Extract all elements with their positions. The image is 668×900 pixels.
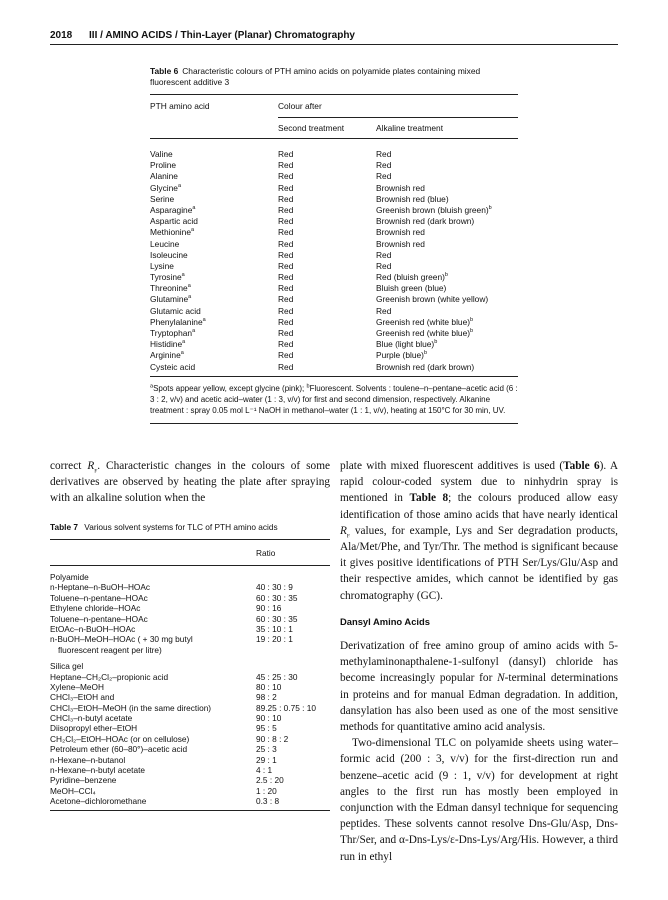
table-6-end-rule xyxy=(150,423,518,424)
table-6-col-amino-acid: PTH amino acid xyxy=(150,101,210,111)
table-row: CHCl₃–n-butyl acetate 90 : 10 xyxy=(50,713,282,724)
table-row: CHCl₃–EtOH–MeOH (in the same direction) 89.25 : 0.75 : 10 xyxy=(50,702,316,713)
paragraph-2d-tlc: Two-dimensional TLC on polyamide sheets using water–formic acid (200 : 3, v/v) for the first-direction run and benzene–acetic acid (9 : 1, v/v) for development at right angles to the first run has mostly been employed in conjunction with the Edman dansyl technique for sequencing peptides. These solvents cannot resolve Dns-Glu/Asp, Dns-Thr/Ser, and α-Dns-Lys/ε-Dns-Lys/Arg/His. However, a third run in ethyl xyxy=(340,737,618,863)
table-row: Acetone–dichloromethane 0.3 : 8 xyxy=(50,796,280,807)
table-row: Isoleucine Red Red xyxy=(150,249,392,260)
table-row: Glycine$^a$ Red Brownish red xyxy=(150,182,425,193)
table-7-bottom-rule xyxy=(50,810,330,811)
table-row: Tyrosine$^a$ Red Red (bluish green)$^b$ xyxy=(150,272,448,283)
table-row: Glutamic acid Red Red xyxy=(150,305,392,316)
left-column-text: correct $R_F$. Characteristic changes in the colours of some derivatives are observed by heating the plate after spraying with an alkaline solution when the xyxy=(50,460,330,504)
running-title: III / AMINO ACIDS / Thin-Layer (Planar) Chromatography xyxy=(89,30,355,41)
table-row: n-Hexane–n-butyl acetate 4 : 1 xyxy=(50,765,273,776)
table-6-header-row xyxy=(150,95,518,117)
table-row: Valine Red Red xyxy=(150,149,392,159)
table-row: Threonine$^a$ Red Bluish green (blue) xyxy=(150,283,447,294)
table-row: Xylene–MeOH 80 : 10 xyxy=(50,681,282,692)
table-row: Pyridine–benzene 2.5 : 20 xyxy=(50,775,284,786)
table-7 xyxy=(50,522,330,811)
table-row: n-Heptane–n-BuOH–HOAc 40 : 30 : 9 xyxy=(50,582,293,593)
table-row: Aspartic acid Red Brownish red (dark brown) xyxy=(150,216,475,227)
table-6-body xyxy=(150,139,518,376)
table-row: Glutamine$^a$ Red Greenish brown (white yellow) xyxy=(150,294,489,305)
table-6-col-colour-after: Colour after xyxy=(278,101,322,111)
table-7-col-ratio: Ratio xyxy=(256,547,276,558)
running-header xyxy=(50,30,618,41)
table-row: CHCl₃–EtOH and 98 : 2 xyxy=(50,692,277,703)
table-row: n-Hexane–n-butanol 29 : 1 xyxy=(50,754,277,765)
table-row: Lysine Red Red xyxy=(150,260,392,271)
table-row: Arginine$^a$ Red Purple (blue)$^b$ xyxy=(150,350,428,361)
table-7-header-row xyxy=(50,540,330,565)
table-7-group-title: Silica gel xyxy=(50,661,84,672)
table-6-col-second: Second treatment xyxy=(278,123,345,133)
table-7-label: Table 7 xyxy=(50,522,78,532)
table-6-caption xyxy=(150,66,518,88)
table-7-caption: Table 7 Various solvent systems for TLC of PTH amino acids xyxy=(50,522,278,532)
table-row: Toluene–n-pentane–HOAc 60 : 30 : 35 xyxy=(50,613,298,624)
table-row: Diisopropyl ether–EtOH 95 : 5 xyxy=(50,723,277,734)
table-row: Histidine$^a$ Red Blue (light blue)$^b$ xyxy=(150,339,438,350)
table-row: EtOAc–n-BuOH–HOAc 35 : 10 : 1 xyxy=(50,623,293,634)
table-row: Cysteic acid Red Brownish red (dark brown) xyxy=(150,361,475,372)
paragraph-tables: plate with mixed fluorescent additives is used (Table 6). A rapid colour-coded system due to ninhydrin spray is mentioned in Table 8; the colours produced allow easy identification of those amino acids that have nearly identical $R_F$ values, for example, Lys and Ser degradation products, Ala/Met/Phe, and Tyr/Thr. The method is significant because it gives positive identifications of PTH Ser/Lys/Glu/Asp and their respective amides, which cannot be identified by gas chromatography (GC). xyxy=(340,460,618,602)
table-6-label: Table 6 xyxy=(150,66,179,76)
table-row: Tryptophan$^a$ Red Greenish red (white blue)$^b$ xyxy=(150,328,474,338)
table-row: Serine Red Brownish red (blue) xyxy=(150,193,449,204)
page-number: 2018 xyxy=(50,30,73,41)
table-row: Phenylalanine$^a$ Red Greenish red (white blue)$^b$ xyxy=(150,316,474,327)
paragraph-dansyl: Derivatization of free amino group of amino acids with 5-methylaminonapthalene-1-sulfonyl (dansyl) chloride has become increasingly popular for N-terminal determinations in proteins and for manual Edman degradation. In addition, dansylation has also been used as one of the most sensitive methods for quantitative amino acid analysis. xyxy=(340,640,618,734)
table-row: Ethylene chloride–HOAc 90 : 16 xyxy=(50,603,282,614)
table-6 xyxy=(150,66,518,424)
section-heading: Dansyl Amino Acids xyxy=(340,615,430,627)
table-row: Methionine$^a$ Red Brownish red xyxy=(150,227,425,238)
header-rule xyxy=(50,44,618,45)
table-row: Asparagine$^a$ Red Greenish brown (bluish green)$^b$ xyxy=(150,204,492,215)
table-row: Petroleum ether (60–80°)–acetic acid 25 : 3 xyxy=(50,744,277,755)
table-row: CH₂Cl₂–EtOH–HOAc (or on cellulose) 90 : 8 : 2 xyxy=(50,733,289,744)
table-row: Toluene–n-pentane–HOAc 60 : 30 : 35 xyxy=(50,592,298,603)
table-7-body xyxy=(50,566,330,810)
table-6-footnote: $^a$Spots appear yellow, except glycine (pink); $^b$Fluorescent. Solvents : toulene–n–pentane–acetic acid (6 : 3 : 2, v/v) and acetic acid–water (1 : 3, v/v) for first and second dimension, respectively. Alkanine treatment : spray 0.05 mol L⁻¹ NaOH in methanol–water (1 : 1, v/v), heating at 150°C for 30 min, UV. xyxy=(150,383,518,415)
table-row: MeOH–CCl₄ 1 : 20 xyxy=(50,785,277,796)
table-row: fluorescent reagent per litre) xyxy=(58,644,162,655)
table-6-subheader-row xyxy=(150,118,518,138)
table-row: Leucine Red Brownish red xyxy=(150,238,425,249)
right-column-text xyxy=(340,458,618,865)
table-7-group-title: Polyamide xyxy=(50,572,89,582)
table-row: n-BuOH–MeOH–HOAc ( + 30 mg butyl 19 : 20 : 1 xyxy=(50,634,293,645)
table-6-col-alkaline: Alkaline treatment xyxy=(376,123,444,133)
table-row: Heptane–CH₂Cl₂–propionic acid 45 : 25 : 30 xyxy=(50,671,298,682)
table-6-caption-text: Characteristic colours of PTH amino acids on polyamide plates containing mixed fluorescent additive 3 xyxy=(150,66,481,87)
table-row: Proline Red Red xyxy=(150,160,392,171)
table-row: Alanine Red Red xyxy=(150,171,392,182)
